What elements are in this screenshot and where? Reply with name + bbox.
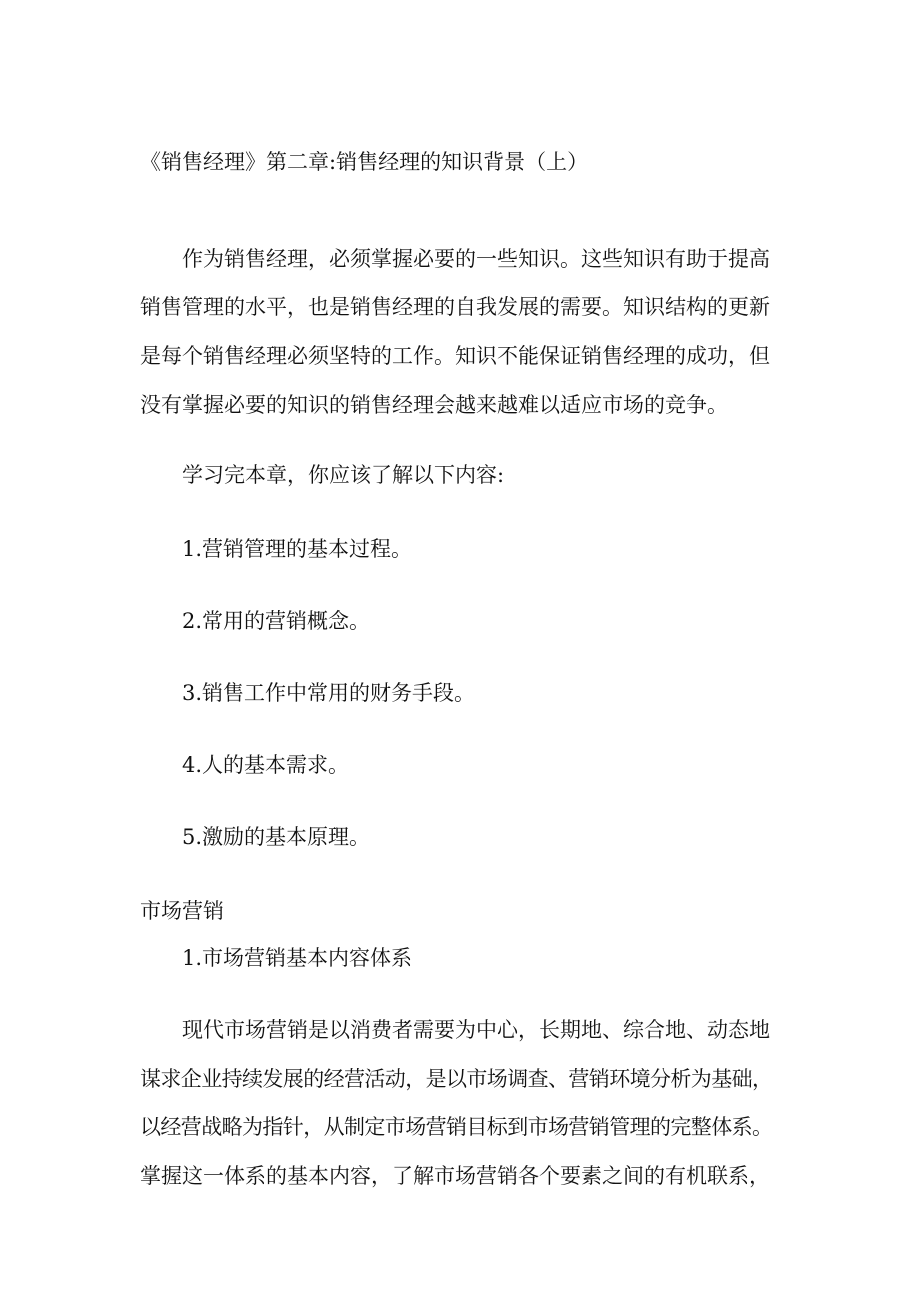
intro-paragraph-line: 没有掌握必要的知识的销售经理会越来越难以适应市场的竞争。 bbox=[140, 393, 728, 417]
body-paragraph-line: 以经营战略为指针，从制定市场营销目标到市场营销管理的完整体系。 bbox=[140, 1115, 773, 1139]
body-paragraph-line: 现代市场营销是以消费者需要为中心，长期地、综合地、动态地 bbox=[182, 1018, 770, 1042]
body-paragraph-line: 谋求企业持续发展的经营活动，是以市场调查、营销环境分析为基础， bbox=[140, 1067, 773, 1091]
section-heading: 市场营销 bbox=[140, 899, 224, 923]
intro-paragraph-line: 是每个销售经理必须坚特的工作。知识不能保证销售经理的成功，但 bbox=[140, 344, 770, 368]
objective-item: 5.激励的基本原理。 bbox=[182, 825, 371, 849]
subsection-heading: 1.市场营销基本内容体系 bbox=[182, 946, 413, 970]
objective-item: 3.销售工作中常用的财务手段。 bbox=[182, 681, 476, 705]
body-paragraph-line: 掌握这一体系的基本内容，了解市场营销各个要素之间的有机联系， bbox=[140, 1164, 770, 1188]
page-title: 《销售经理》第二章:销售经理的知识背景（上） bbox=[140, 150, 589, 174]
objective-item: 2.常用的营销概念。 bbox=[182, 609, 371, 633]
objectives-lead: 学习完本章，你应该了解以下内容: bbox=[182, 463, 505, 487]
objective-item: 4.人的基本需求。 bbox=[182, 753, 350, 777]
objective-item: 1.营销管理的基本过程。 bbox=[182, 537, 413, 561]
intro-paragraph-line: 作为销售经理，必须掌握必要的一些知识。这些知识有助于提高 bbox=[182, 247, 770, 271]
intro-paragraph-line: 销售管理的水平，也是销售经理的自我发展的需要。知识结构的更新 bbox=[140, 295, 770, 319]
